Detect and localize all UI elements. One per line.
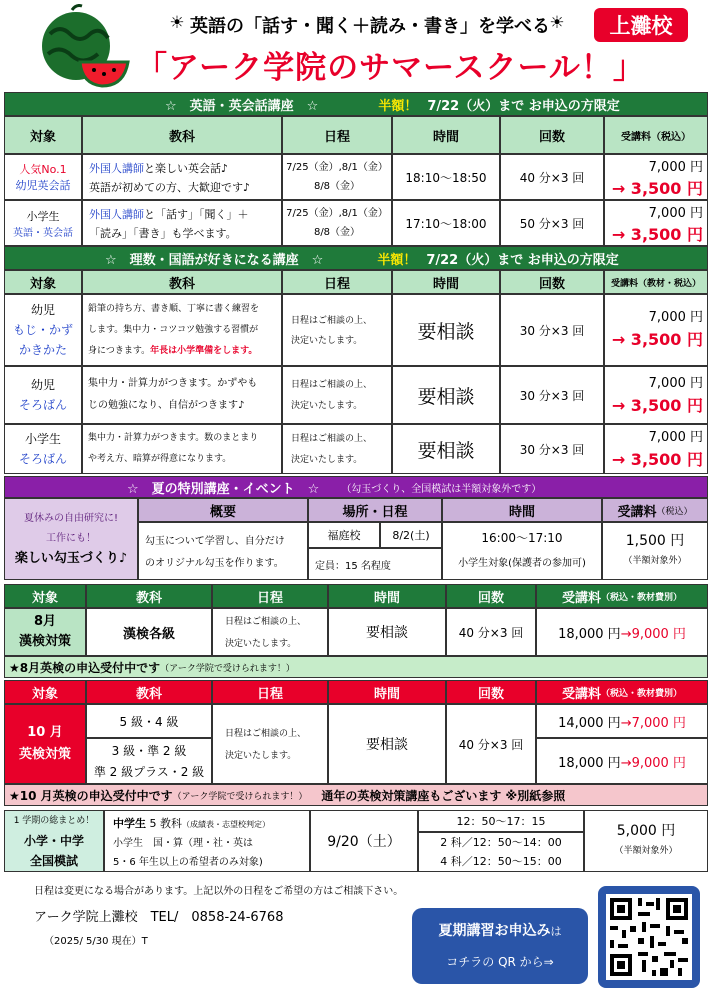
schedule-cell: 日程はご相談の上、 決定いたします。 bbox=[212, 704, 328, 784]
schedule-cell: 7/25（金）,8/1（金） 8/8（金） bbox=[282, 154, 392, 200]
english-header bbox=[4, 92, 708, 116]
schedule-cell: 日程はご相談の上、 決定いたします。 bbox=[212, 608, 328, 656]
date-stamp: （2025/ 5/30 現在）T bbox=[44, 936, 148, 947]
subject-cell: 集中力・計算力がつきます。かずやも じの勉強になり、自信がつきます♪ bbox=[82, 366, 282, 424]
col-target: 対象 bbox=[4, 116, 82, 154]
time-cell: 要相談 bbox=[392, 294, 500, 366]
col-target: 対象 bbox=[4, 584, 86, 608]
time-cell: 17:10〜18:00 bbox=[392, 200, 500, 246]
col-place: 場所・日程 bbox=[308, 498, 442, 522]
count-cell: 30 分×3 回 bbox=[500, 294, 604, 366]
subject-cell: 漢検各級 bbox=[86, 608, 212, 656]
eiken-target: 10 月 英検対策 bbox=[4, 704, 86, 784]
count-cell: 30 分×3 回 bbox=[500, 424, 604, 474]
footer-note: 日程は変更になる場合があります。上記以外の日程をご希望の方はご相談下さい。 bbox=[34, 886, 404, 897]
col-time: 時間 bbox=[392, 116, 500, 154]
special-note: （勾玉づくり、全国模試は半額対象外です） bbox=[341, 483, 542, 495]
special-title: ☆ 夏の特別講座・イベント ☆ bbox=[127, 481, 320, 497]
col-target: 対象 bbox=[4, 270, 82, 294]
col-schedule: 日程 bbox=[282, 270, 392, 294]
count-cell: 40 分×3 回 bbox=[500, 154, 604, 200]
mock-time: 12：50〜17：15 bbox=[418, 810, 584, 832]
date-cell: 8/2(土) bbox=[380, 522, 442, 548]
science-deadline: 7/22（火）まで お申込の方限定 bbox=[426, 252, 619, 268]
schedule-cell: 7/25（金）,8/1（金） 8/8（金） bbox=[282, 200, 392, 246]
col-time: 時間 bbox=[392, 270, 500, 294]
sun-icon: ☀ bbox=[549, 13, 565, 33]
header-subtitle: 英語の「話す・聞く＋読み・書き」を学べる bbox=[190, 16, 550, 37]
fee-cell: 7,000 円 → 3,500 円 bbox=[604, 154, 708, 200]
col-schedule: 日程 bbox=[212, 584, 328, 608]
schedule-cell: 日程はご相談の上、 決定いたします。 bbox=[282, 366, 392, 424]
branch-badge: 上灘校 bbox=[594, 8, 688, 42]
mock-fee: 5,000 円 （半額対象外） bbox=[584, 810, 708, 872]
fee-cell: 7,000 円 → 3,500 円 bbox=[604, 366, 708, 424]
english-deadline: 7/22（火）まで お申込の方限定 bbox=[427, 98, 620, 114]
fee-cell: 1,500 円 （半額対象外） bbox=[602, 522, 708, 580]
col-count: 回数 bbox=[446, 680, 536, 704]
special-header bbox=[4, 476, 708, 498]
english-title: ☆ 英語・英会話講座 ☆ bbox=[165, 98, 319, 114]
col-fee: 受講料 （税込・教材費別） bbox=[536, 680, 708, 704]
col-subject: 教科 bbox=[82, 270, 282, 294]
apply-cta[interactable]: 夏期講習お申込みは コチラの QR から⇒ bbox=[412, 908, 588, 984]
kanken-notice: ★8月英検の申込受付中です （アーク学院で受けられます！） bbox=[4, 656, 708, 678]
col-fee: 受講料 （税込・教材費別） bbox=[536, 584, 708, 608]
mock-date: 9/20（土） bbox=[310, 810, 418, 872]
fee-cell: 18,000 円 →9,000 円 bbox=[536, 738, 708, 784]
col-subject: 教科 bbox=[86, 680, 212, 704]
subject-cell: 外国人講師と「話す」「聞く」＋ 「読み」「書き」も学べます。 bbox=[82, 200, 282, 246]
col-overview: 概要 bbox=[138, 498, 308, 522]
time-cell: 16:00〜17:10 小学生対象(保護者の参加可) bbox=[442, 522, 602, 580]
place-cell: 福庭校 bbox=[308, 522, 380, 548]
science-title: ☆ 理数・国語が好きになる講座 ☆ bbox=[105, 252, 324, 268]
table-row: 幼児 そろばん bbox=[4, 366, 82, 424]
school-contact: アーク学院上灘校 TEL/ 0858-24-6768 bbox=[34, 910, 284, 925]
col-count: 回数 bbox=[500, 270, 604, 294]
fee-cell: 7,000 円 → 3,500 円 bbox=[604, 294, 708, 366]
table-row: 人気No.1 幼児英会話 bbox=[4, 154, 82, 200]
science-header bbox=[4, 246, 708, 270]
subject-cell: 外国人講師と楽しい英会話♪ 英語が初めての方、大歓迎です♪ bbox=[82, 154, 282, 200]
english-deal: 半額！ bbox=[378, 98, 418, 114]
col-time: 時間 bbox=[328, 584, 446, 608]
page-title: 「アーク学院のサマースクール！」 bbox=[136, 50, 645, 86]
qr-code[interactable] bbox=[598, 886, 700, 988]
col-schedule: 日程 bbox=[282, 116, 392, 154]
col-schedule: 日程 bbox=[212, 680, 328, 704]
subject-cell: 鉛筆の持ち方、書き順、丁寧に書く練習を します。集中力・コツコツ勉強する習慣が 身につきます。年長は小学準備をします。 bbox=[82, 294, 282, 366]
kanken-target: 8月 漢検対策 bbox=[4, 608, 86, 656]
science-deal: 半額！ bbox=[377, 252, 417, 268]
table-row: 幼児 もじ・かず かきかた bbox=[4, 294, 82, 366]
schedule-cell: 日程はご相談の上、 決定いたします。 bbox=[282, 294, 392, 366]
mock-target: 1 学期の総まとめ！ 小学・中学 全国模試 bbox=[4, 810, 104, 872]
col-subject: 教科 bbox=[86, 584, 212, 608]
fee-cell: 14,000 円 →7,000 円 bbox=[536, 704, 708, 738]
col-fee: 受講料（税込） bbox=[604, 116, 708, 154]
fee-cell: 18,000 円 →9,000 円 bbox=[536, 608, 708, 656]
time-cell: 要相談 bbox=[392, 424, 500, 474]
subject-cell: 集中力・計算力がつきます。数のまとまり や考え方、暗算が得意になります。 bbox=[82, 424, 282, 474]
fee-cell: 7,000 円 → 3,500 円 bbox=[604, 424, 708, 474]
watermelon-logo bbox=[40, 4, 130, 88]
time-cell: 要相談 bbox=[392, 366, 500, 424]
time-cell: 要相談 bbox=[328, 608, 446, 656]
col-fee: 受講料 （税込） bbox=[602, 498, 708, 522]
sun-icon: ☀ bbox=[169, 13, 185, 33]
time-cell: 要相談 bbox=[328, 704, 446, 784]
capacity-cell: 定員：15 名程度 bbox=[308, 548, 442, 580]
schedule-cell: 日程はご相談の上、 決定いたします。 bbox=[282, 424, 392, 474]
overview-cell: 勾玉について学習し、自分だけ のオリジナル勾玉を作ります。 bbox=[138, 522, 308, 580]
time-cell: 18:10〜18:50 bbox=[392, 154, 500, 200]
count-cell: 30 分×3 回 bbox=[500, 366, 604, 424]
count-cell: 40 分×3 回 bbox=[446, 608, 536, 656]
mock-subject: 中学生 5 教科（成績表・志望校判定） 小学生 国・算（理・社・英は 5・6 年生以上の希望者のみ対象) bbox=[104, 810, 310, 872]
col-time: 時間 bbox=[442, 498, 602, 522]
col-target: 対象 bbox=[4, 680, 86, 704]
col-time: 時間 bbox=[328, 680, 446, 704]
count-cell: 50 分×3 回 bbox=[500, 200, 604, 246]
fee-cell: 7,000 円 → 3,500 円 bbox=[604, 200, 708, 246]
subject-cell: 5 級・4 級 bbox=[86, 704, 212, 738]
col-fee: 受講料（教材・税込） bbox=[604, 270, 708, 294]
subject-cell: 3 級・準 2 級 準 2 級プラス・2 級 bbox=[86, 738, 212, 784]
table-row: 小学生 英語・英会話 bbox=[4, 200, 82, 246]
col-count: 回数 bbox=[446, 584, 536, 608]
count-cell: 40 分×3 回 bbox=[446, 704, 536, 784]
eiken-notice: ★10 月英検の申込受付中です （アーク学院で受けられます！） 通年の英検対策講座もございます ※別紙参照 bbox=[4, 784, 708, 806]
col-subject: 教科 bbox=[82, 116, 282, 154]
table-row: 小学生 そろばん bbox=[4, 424, 82, 474]
magatama-promo: 夏休みの自由研究に! 工作にも！ 楽しい勾玉づくり♪ bbox=[4, 498, 138, 580]
mock-time-detail: 2 科／12：50〜14：00 4 科／12：50〜15：00 bbox=[418, 832, 584, 872]
col-count: 回数 bbox=[500, 116, 604, 154]
